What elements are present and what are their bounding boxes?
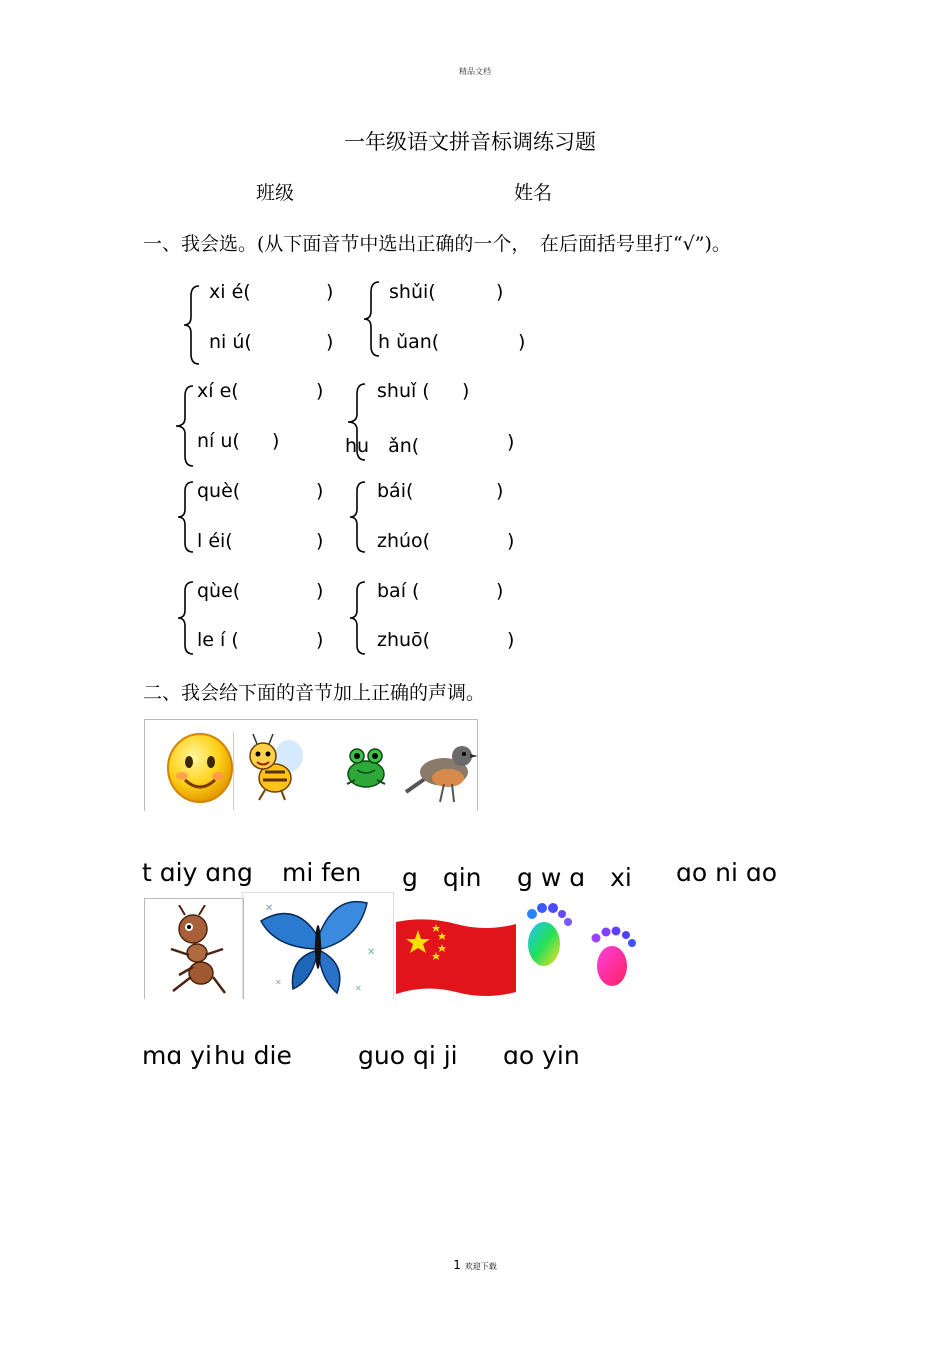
pinyin-syllable: mɑ yi — [142, 1041, 212, 1070]
answer-paren[interactable]: ) — [496, 480, 504, 502]
answer-paren[interactable]: ) — [316, 629, 324, 651]
left-brace-icon — [176, 480, 196, 554]
answer-paren[interactable]: ) — [316, 580, 324, 602]
choice-item: xi é( — [209, 281, 251, 303]
ant-image — [144, 898, 244, 999]
pinyin-syllable: g w ɑ xi — [517, 863, 632, 892]
answer-paren[interactable]: ) — [462, 380, 470, 402]
image-strip-1 — [144, 719, 478, 811]
section1-heading: 一、我会选。(从下面音节中选出正确的一个， 在后面括号里打“√”)。 — [143, 233, 731, 255]
choice-item: ni ú( — [209, 331, 252, 353]
footprints-icon — [520, 900, 640, 992]
choice-item: l éi( — [197, 530, 233, 552]
left-brace-icon — [182, 284, 202, 366]
choice-item: shǔi( — [389, 281, 436, 303]
left-brace-icon — [348, 580, 368, 656]
butterfly-image — [242, 892, 394, 999]
choice-item: h ǔan( — [378, 331, 440, 353]
bee-icon — [241, 732, 307, 802]
svg-text:✕: ✕ — [275, 978, 282, 987]
pinyin-syllable: guo qi ji — [358, 1041, 458, 1070]
answer-paren[interactable]: ) — [272, 430, 280, 452]
pinyin-syllable: t ɑiy ɑng — [142, 858, 253, 887]
choice-item: le í ( — [197, 629, 239, 651]
page-footer — [0, 1258, 950, 1272]
pinyin-syllable: ɑo yin — [503, 1041, 580, 1070]
left-brace-icon — [174, 384, 196, 468]
choice-item: bái( — [377, 480, 414, 502]
left-brace-icon — [176, 580, 196, 656]
choice-item: zhuō( — [377, 629, 431, 651]
choice-item: qùe( — [197, 580, 241, 602]
answer-paren[interactable]: ) — [316, 480, 324, 502]
svg-text:✕: ✕ — [367, 947, 376, 958]
answer-paren[interactable]: ) — [316, 380, 324, 402]
svg-text:✕: ✕ — [355, 984, 362, 993]
section2-heading: 二、我会给下面的音节加上正确的声调。 — [143, 682, 486, 704]
choice-item: què( — [197, 480, 241, 502]
header-watermark: 精品文档 — [459, 67, 491, 76]
answer-paren[interactable]: ) — [316, 530, 324, 552]
pinyin-syllable: hu die — [214, 1041, 292, 1070]
answer-paren[interactable]: ) — [496, 281, 504, 303]
class-label: 班级 — [256, 182, 295, 204]
answer-paren[interactable]: ) — [326, 281, 334, 303]
choice-item: baí ( — [377, 580, 420, 602]
answer-paren[interactable]: ) — [507, 431, 515, 453]
left-brace-icon — [348, 480, 368, 554]
answer-paren[interactable]: ) — [496, 580, 504, 602]
name-label: 姓名 — [514, 182, 553, 204]
bird-icon — [400, 732, 478, 806]
choice-item: xí e( — [197, 380, 239, 402]
choice-item: hu ǎn( — [345, 435, 420, 457]
frog-icon — [343, 746, 389, 790]
answer-paren[interactable]: ) — [518, 331, 526, 353]
page-title: 一年级语文拼音标调练习题 — [344, 130, 596, 154]
choice-item: zhúo( — [377, 530, 431, 552]
answer-paren[interactable]: ) — [507, 530, 515, 552]
sun-icon — [165, 728, 235, 804]
pinyin-syllable: ɑo ni ɑo — [676, 858, 778, 887]
butterfly-icon — [255, 895, 381, 997]
flag-icon — [396, 918, 516, 998]
svg-text:✕: ✕ — [265, 903, 274, 914]
answer-paren[interactable]: ) — [507, 629, 515, 651]
pinyin-syllable: g qin — [402, 863, 482, 892]
page-number: 1 — [453, 1258, 461, 1272]
pinyin-syllable: mi fen — [282, 858, 362, 887]
choice-item: shuǐ ( — [377, 380, 430, 402]
ant-icon — [159, 905, 231, 997]
footer-text: 欢迎下载 — [464, 1262, 497, 1271]
choice-item: ní u( — [197, 430, 240, 452]
answer-paren[interactable]: ) — [326, 331, 334, 353]
